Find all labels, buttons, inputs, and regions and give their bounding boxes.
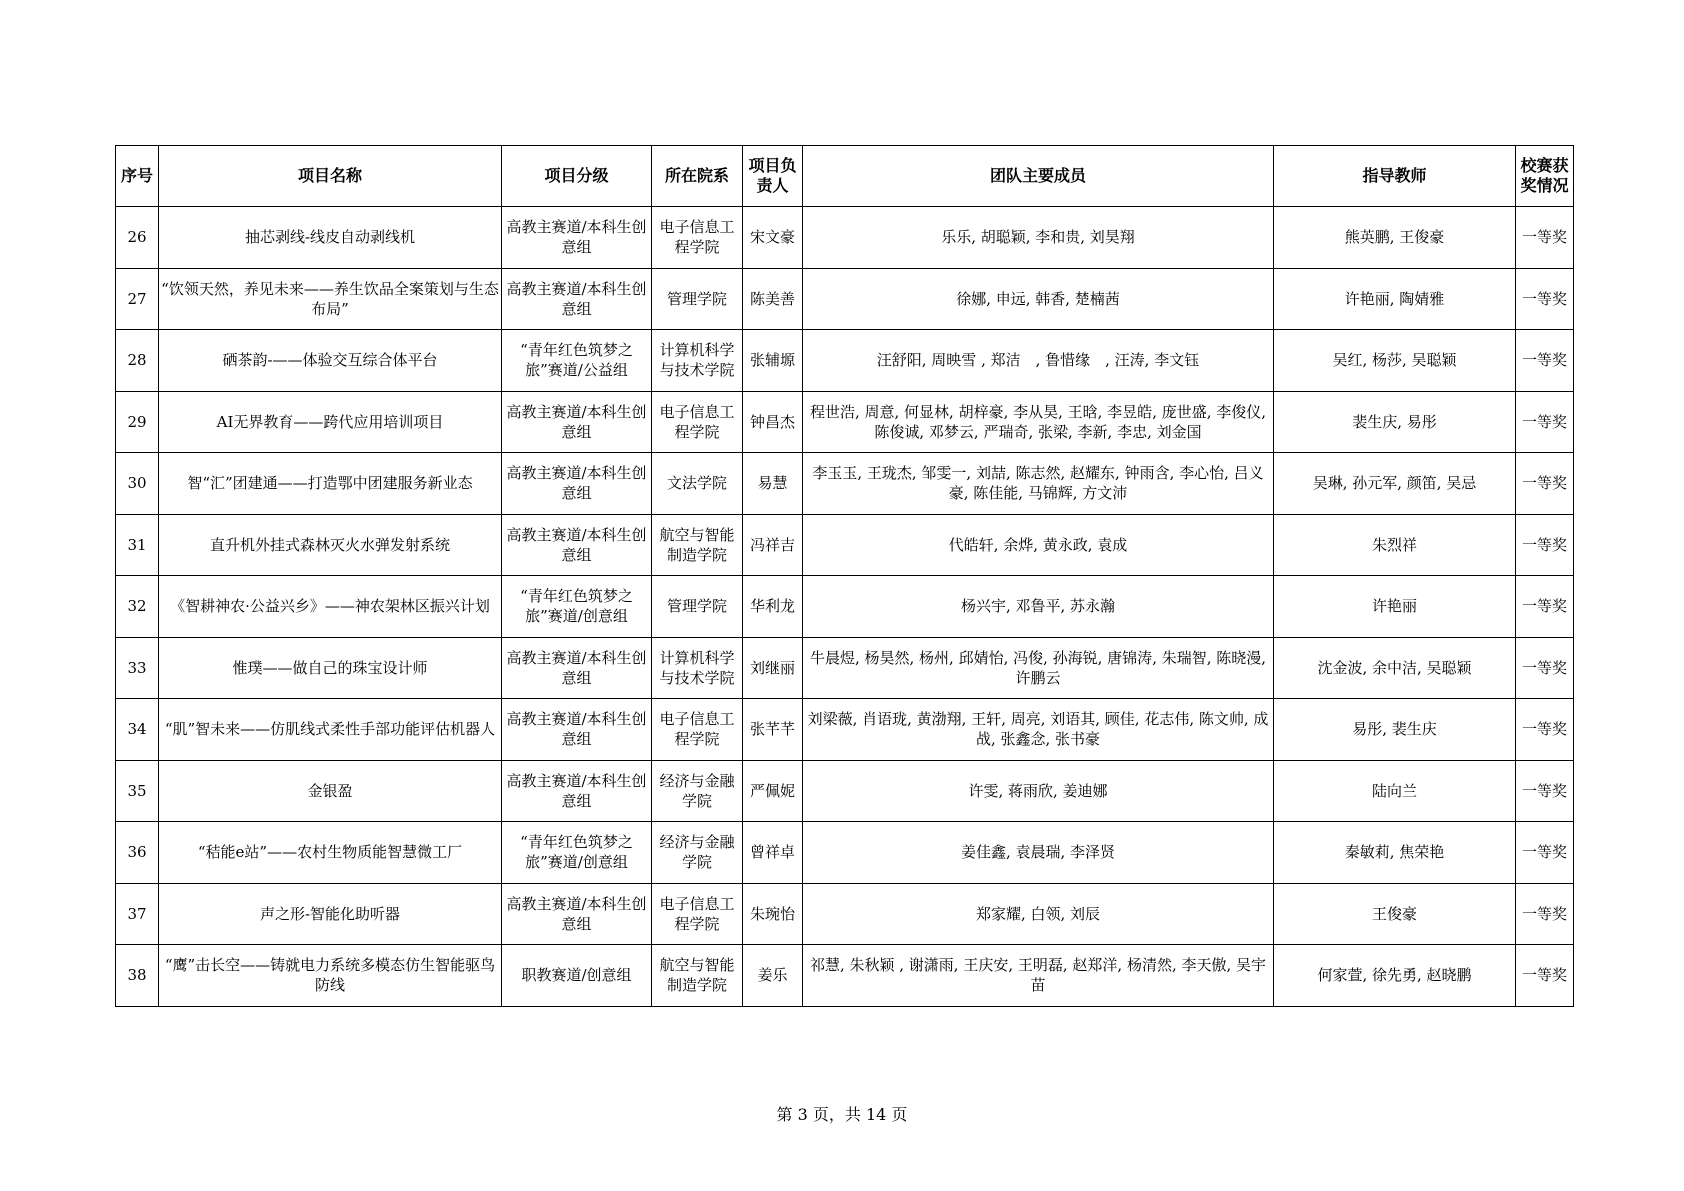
cell-department: 电子信息工程学院 — [652, 883, 743, 945]
cell-index: 33 — [116, 637, 159, 699]
cell-project-level: 高教主赛道/本科生创意组 — [502, 391, 652, 453]
award-table — [115, 145, 1574, 1007]
cell-project-name: 抽芯剥线-线皮自动剥线机 — [159, 207, 502, 269]
cell-index: 36 — [116, 822, 159, 884]
cell-award: 一等奖 — [1516, 699, 1574, 761]
table-row — [116, 268, 1574, 330]
cell-project-leader: 严佩妮 — [743, 760, 803, 822]
cell-index: 32 — [116, 576, 159, 638]
cell-team-members: 祁慧, 朱秋颖 , 谢潇雨, 王庆安, 王明磊, 赵郑洋, 杨清然, 李天傲, 吴宇苗 — [803, 945, 1274, 1007]
table-row — [116, 330, 1574, 392]
header-team-members: 团队主要成员 — [803, 146, 1274, 207]
cell-award: 一等奖 — [1516, 576, 1574, 638]
cell-award: 一等奖 — [1516, 822, 1574, 884]
cell-project-leader: 宋文豪 — [743, 207, 803, 269]
cell-project-name: AI无界教育——跨代应用培训项目 — [159, 391, 502, 453]
cell-team-members: 许雯, 蒋雨欣, 姜迪娜 — [803, 760, 1274, 822]
cell-team-members: 汪舒阳, 周映雪 , 郑洁 , 鲁惜缘 , 汪涛, 李文钰 — [803, 330, 1274, 392]
cell-team-members: 牛晨煜, 杨昊然, 杨州, 邱婧怡, 冯俊, 孙海锐, 唐锦涛, 朱瑞智, 陈晓漫, 许鹏云 — [803, 637, 1274, 699]
cell-advisors: 陆向兰 — [1274, 760, 1516, 822]
cell-department: 航空与智能制造学院 — [652, 514, 743, 576]
table-row — [116, 699, 1574, 761]
table-body — [116, 207, 1574, 1007]
cell-advisors: 许艳丽 — [1274, 576, 1516, 638]
table-row — [116, 883, 1574, 945]
cell-project-name: “肌”智未来——仿肌线式柔性手部功能评估机器人 — [159, 699, 502, 761]
cell-project-level: 高教主赛道/本科生创意组 — [502, 453, 652, 515]
table-row — [116, 514, 1574, 576]
cell-project-name: 声之形-智能化助听器 — [159, 883, 502, 945]
cell-team-members: 姜佳鑫, 袁晨瑞, 李泽贤 — [803, 822, 1274, 884]
cell-project-name: 智“汇”团建通——打造鄂中团建服务新业态 — [159, 453, 502, 515]
cell-project-name: 金银盈 — [159, 760, 502, 822]
cell-project-level: 高教主赛道/本科生创意组 — [502, 883, 652, 945]
header-project-name: 项目名称 — [159, 146, 502, 207]
cell-project-level: 高教主赛道/本科生创意组 — [502, 760, 652, 822]
table-row — [116, 760, 1574, 822]
cell-team-members: 李玉玉, 王珑杰, 邹雯一, 刘喆, 陈志然, 赵耀东, 钟雨含, 李心怡, 吕义豪, 陈佳能, 马锦辉, 方文沛 — [803, 453, 1274, 515]
table-row — [116, 637, 1574, 699]
cell-team-members: 郑家耀, 白领, 刘辰 — [803, 883, 1274, 945]
cell-project-level: 高教主赛道/本科生创意组 — [502, 514, 652, 576]
cell-award: 一等奖 — [1516, 760, 1574, 822]
table-row — [116, 822, 1574, 884]
cell-award: 一等奖 — [1516, 637, 1574, 699]
cell-project-leader: 陈美善 — [743, 268, 803, 330]
cell-project-name: 硒茶韵-——体验交互综合体平台 — [159, 330, 502, 392]
cell-project-level: 高教主赛道/本科生创意组 — [502, 699, 652, 761]
cell-award: 一等奖 — [1516, 945, 1574, 1007]
page-footer: 第 3 页，共 14 页 — [776, 1105, 908, 1124]
cell-department: 经济与金融学院 — [652, 760, 743, 822]
cell-project-level: 高教主赛道/本科生创意组 — [502, 207, 652, 269]
cell-index: 35 — [116, 760, 159, 822]
table-header-row — [116, 146, 1574, 207]
cell-project-leader: 朱琬怡 — [743, 883, 803, 945]
cell-team-members: 程世浩, 周意, 何显林, 胡梓豪, 李从昊, 王晗, 李昱皓, 庞世盛, 李俊仪, 陈俊诚, 邓梦云, 严瑞奇, 张梁, 李新, 李忠, 刘金国 — [803, 391, 1274, 453]
header-award: 校赛获奖情况 — [1516, 146, 1574, 207]
header-index: 序号 — [116, 146, 159, 207]
cell-advisors: 王俊豪 — [1274, 883, 1516, 945]
cell-advisors: 吴红, 杨莎, 吴聪颖 — [1274, 330, 1516, 392]
cell-award: 一等奖 — [1516, 268, 1574, 330]
cell-advisors: 何家萱, 徐先勇, 赵晓鹏 — [1274, 945, 1516, 1007]
cell-project-leader: 姜乐 — [743, 945, 803, 1007]
cell-team-members: 代皓轩, 余烨, 黄永政, 袁成 — [803, 514, 1274, 576]
cell-award: 一等奖 — [1516, 391, 1574, 453]
cell-award: 一等奖 — [1516, 883, 1574, 945]
cell-project-level: “青年红色筑梦之旅”赛道/创意组 — [502, 576, 652, 638]
cell-advisors: 易彤, 裴生庆 — [1274, 699, 1516, 761]
cell-advisors: 裴生庆, 易彤 — [1274, 391, 1516, 453]
cell-project-leader: 钟昌杰 — [743, 391, 803, 453]
cell-award: 一等奖 — [1516, 330, 1574, 392]
table-row — [116, 453, 1574, 515]
cell-advisors: 吴琳, 孙元军, 颜笛, 吴忌 — [1274, 453, 1516, 515]
cell-project-level: 高教主赛道/本科生创意组 — [502, 268, 652, 330]
cell-index: 34 — [116, 699, 159, 761]
cell-award: 一等奖 — [1516, 514, 1574, 576]
cell-department: 文法学院 — [652, 453, 743, 515]
cell-project-name: “秸能e站”——农村生物质能智慧微工厂 — [159, 822, 502, 884]
cell-index: 27 — [116, 268, 159, 330]
cell-department: 电子信息工程学院 — [652, 391, 743, 453]
cell-department: 经济与金融学院 — [652, 822, 743, 884]
cell-advisors: 熊英鹏, 王俊豪 — [1274, 207, 1516, 269]
cell-advisors: 秦敏莉, 焦荣艳 — [1274, 822, 1516, 884]
cell-advisors: 朱烈祥 — [1274, 514, 1516, 576]
cell-department: 计算机科学与技术学院 — [652, 330, 743, 392]
table-row — [116, 576, 1574, 638]
header-project-level: 项目分级 — [502, 146, 652, 207]
cell-department: 计算机科学与技术学院 — [652, 637, 743, 699]
cell-index: 31 — [116, 514, 159, 576]
cell-team-members: 刘梁薇, 肖语珑, 黄渤翔, 王轩, 周亮, 刘语其, 顾佳, 花志伟, 陈文帅, 成战, 张鑫念, 张书豪 — [803, 699, 1274, 761]
cell-project-leader: 刘继丽 — [743, 637, 803, 699]
cell-project-leader: 易慧 — [743, 453, 803, 515]
cell-project-leader: 冯祥吉 — [743, 514, 803, 576]
cell-index: 30 — [116, 453, 159, 515]
cell-project-level: “青年红色筑梦之旅”赛道/公益组 — [502, 330, 652, 392]
cell-project-level: 职教赛道/创意组 — [502, 945, 652, 1007]
cell-advisors: 沈金波, 余中洁, 吴聪颖 — [1274, 637, 1516, 699]
cell-project-leader: 华利龙 — [743, 576, 803, 638]
header-project-leader: 项目负责人 — [743, 146, 803, 207]
cell-project-name: 直升机外挂式森林灭火水弹发射系统 — [159, 514, 502, 576]
cell-index: 37 — [116, 883, 159, 945]
cell-project-name: “鹰”击长空——铸就电力系统多模态仿生智能驱鸟防线 — [159, 945, 502, 1007]
cell-department: 管理学院 — [652, 268, 743, 330]
cell-award: 一等奖 — [1516, 207, 1574, 269]
table-row — [116, 945, 1574, 1007]
cell-index: 29 — [116, 391, 159, 453]
cell-project-leader: 曾祥卓 — [743, 822, 803, 884]
cell-award: 一等奖 — [1516, 453, 1574, 515]
cell-department: 航空与智能制造学院 — [652, 945, 743, 1007]
cell-team-members: 杨兴宇, 邓鲁平, 苏永瀚 — [803, 576, 1274, 638]
cell-project-name: “饮领天然，养见未来——养生饮品全案策划与生态布局” — [159, 268, 502, 330]
header-advisors: 指导教师 — [1274, 146, 1516, 207]
cell-department: 电子信息工程学院 — [652, 699, 743, 761]
cell-project-level: 高教主赛道/本科生创意组 — [502, 637, 652, 699]
cell-advisors: 许艳丽, 陶婧雅 — [1274, 268, 1516, 330]
cell-department: 电子信息工程学院 — [652, 207, 743, 269]
header-department: 所在院系 — [652, 146, 743, 207]
cell-team-members: 乐乐, 胡聪颖, 李和贵, 刘昊翔 — [803, 207, 1274, 269]
table-row — [116, 391, 1574, 453]
cell-index: 28 — [116, 330, 159, 392]
cell-project-level: “青年红色筑梦之旅”赛道/创意组 — [502, 822, 652, 884]
cell-department: 管理学院 — [652, 576, 743, 638]
cell-project-leader: 张辅塬 — [743, 330, 803, 392]
cell-index: 26 — [116, 207, 159, 269]
cell-project-name: 惟璞——做自己的珠宝设计师 — [159, 637, 502, 699]
cell-index: 38 — [116, 945, 159, 1007]
cell-project-name: 《智耕神农·公益兴乡》——神农架林区振兴计划 — [159, 576, 502, 638]
cell-project-leader: 张芊芊 — [743, 699, 803, 761]
table-row — [116, 207, 1574, 269]
cell-team-members: 徐娜, 申远, 韩香, 楚楠茜 — [803, 268, 1274, 330]
